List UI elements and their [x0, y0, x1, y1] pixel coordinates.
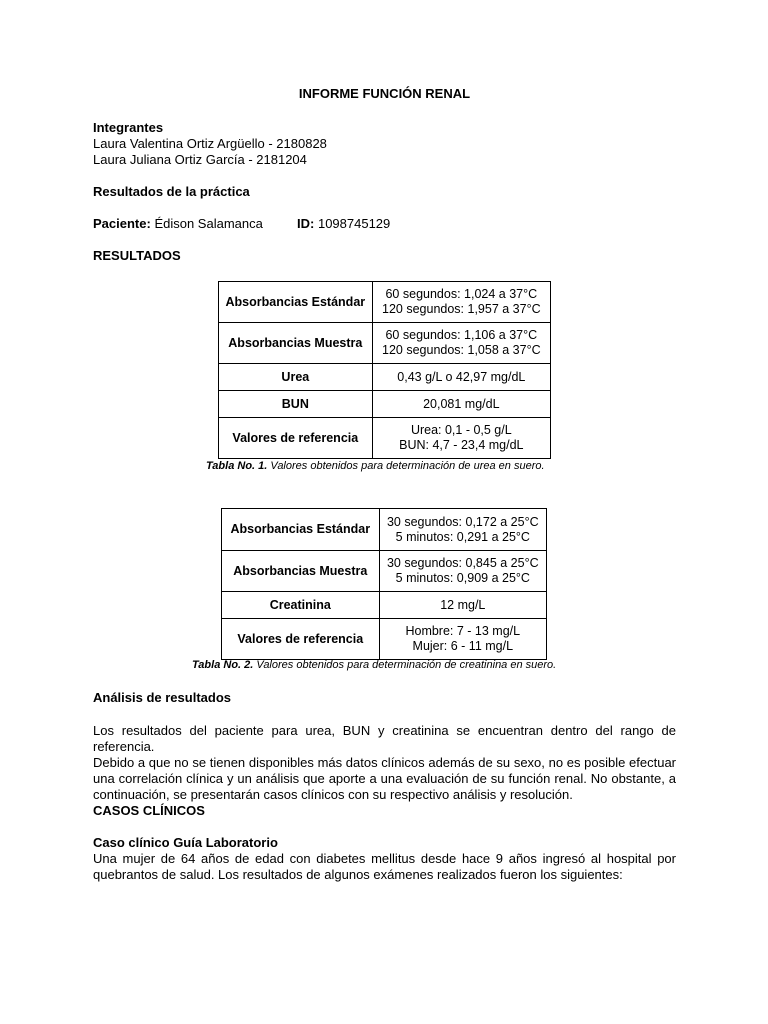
patient-id-line: [297, 216, 390, 232]
patient-id-value: 1098745129: [317, 216, 391, 231]
member-1: Laura Valentina Ortiz Argüello - 2180828: [93, 136, 327, 151]
row-label: Absorbancias Muestra: [222, 551, 380, 592]
row-value: 30 segundos: 0,172 a 25°C 5 minutos: 0,291 a 25°C: [379, 509, 546, 551]
row-label: Absorbancias Estándar: [222, 509, 380, 551]
patient-name: Édison Salamanca: [154, 216, 263, 231]
row-label: Absorbancias Muestra: [219, 323, 373, 364]
table-row: [219, 418, 551, 459]
row-value: 0,43 g/L o 42,97 mg/dL: [372, 364, 550, 391]
analisis-heading: Análisis de resultados: [93, 690, 231, 705]
table-row: [222, 592, 547, 619]
resultados-practica-heading: Resultados de la práctica: [93, 184, 250, 199]
integrantes-heading: Integrantes: [93, 120, 164, 135]
patient-line: [93, 216, 263, 232]
table-row: [219, 364, 551, 391]
row-label: Valores de referencia: [222, 619, 380, 660]
row-value: 60 segundos: 1,106 a 37°C 120 segundos: 1,058 a 37°C: [372, 323, 550, 364]
patient-label: Paciente:: [93, 216, 151, 231]
patient-id-label: ID:: [297, 216, 315, 231]
row-label: Creatinina: [222, 592, 380, 619]
analisis-paragraph: Los resultados del paciente para urea, BUN y creatinina se encuentran dentro del rango de referencia. Debido a que no se tienen disponibles más datos clínicos además de su sexo, no es posible efectuar una correlación clínica y un análisis que aporte a una evaluación de su función renal. No obstante, a continuación, se presentarán casos clínicos con su respectivo análisis y resolución.: [93, 723, 676, 802]
row-label: Urea: [219, 364, 373, 391]
row-label: Valores de referencia: [219, 418, 373, 459]
table-row: [222, 551, 547, 592]
row-value: 30 segundos: 0,845 a 25°C 5 minutos: 0,909 a 25°C: [379, 551, 546, 592]
table1-caption: Tabla No. 1. Valores obtenidos para determinación de urea en suero.: [206, 460, 545, 472]
creatinine-results-table: [221, 508, 547, 660]
row-value: 20,081 mg/dL: [372, 391, 550, 418]
document-title: INFORME FUNCIÓN RENAL: [298, 86, 471, 101]
resultados-heading: RESULTADOS: [93, 248, 181, 263]
row-value: Urea: 0,1 - 0,5 g/L BUN: 4,7 - 23,4 mg/dL: [372, 418, 550, 459]
casos-heading: CASOS CLÍNICOS: [93, 803, 205, 818]
row-value: 12 mg/L: [379, 592, 546, 619]
caso-subheading: Caso clínico Guía Laboratorio: [93, 835, 278, 850]
table-row: [219, 391, 551, 418]
row-value: Hombre: 7 - 13 mg/L Mujer: 6 - 11 mg/L: [379, 619, 546, 660]
urea-results-table: [218, 281, 551, 459]
table-row: [222, 619, 547, 660]
caso-paragraph: Una mujer de 64 años de edad con diabetes mellitus desde hace 9 años ingresó al hospital por quebrantos de salud. Los resultados de algunos exámenes realizados fueron los siguientes:: [93, 851, 676, 882]
table-row: [219, 282, 551, 323]
row-value: 60 segundos: 1,024 a 37°C 120 segundos: 1,957 a 37°C: [372, 282, 550, 323]
member-2: Laura Juliana Ortiz García - 2181204: [93, 152, 307, 167]
table2-caption: Tabla No. 2. Valores obtenidos para determinación de creatinina en suero.: [192, 659, 557, 671]
row-label: BUN: [219, 391, 373, 418]
table-row: [219, 323, 551, 364]
row-label: Absorbancias Estándar: [219, 282, 373, 323]
table-row: [222, 509, 547, 551]
